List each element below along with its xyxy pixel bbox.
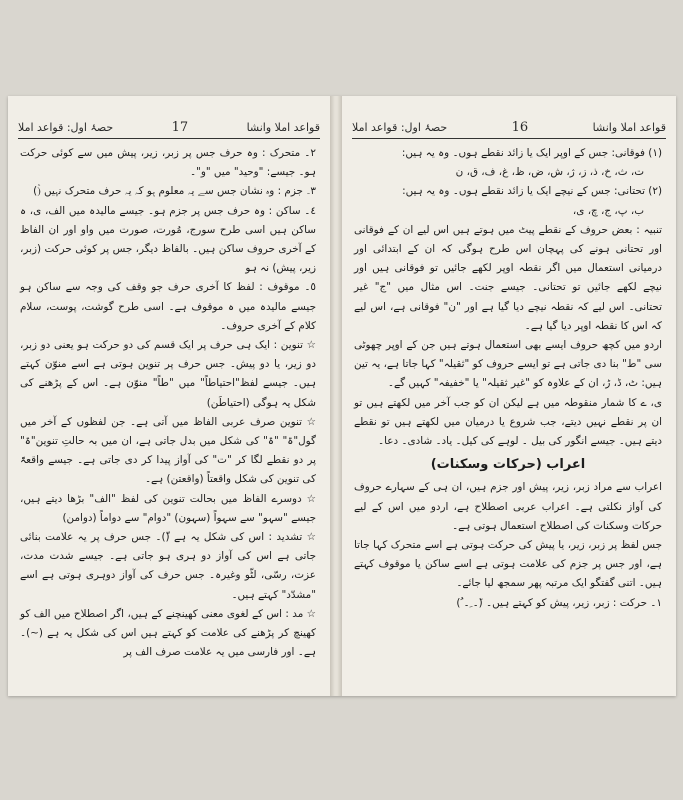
- header-book-title: قواعد املا وانشا: [246, 120, 320, 134]
- header-section-title: حصۂ اول: قواعد املا: [352, 120, 448, 134]
- page-number: 16: [511, 119, 529, 135]
- paragraph-tanween-alif: ☆ دوسرے الفاظ میں بحالت تنوین کی لفظ "الف" بڑھا دیتے ہیں، جیسے "سہو" سے سہواً (سہون) "دوام" سے دواماً (دوامن): [20, 492, 316, 524]
- header-section-title: حصۂ اول: قواعد املا: [18, 120, 114, 134]
- page-header: [18, 118, 320, 136]
- book-gutter: [330, 96, 342, 696]
- page-body: [354, 144, 662, 688]
- page-16: [342, 96, 676, 696]
- paragraph-tashdeed: ☆ تشدید : اس کی شکل یہ ہے (ّ)۔ جس حرف پر یہ علامت بنائی جاتی ہے اس کی آواز دو ہری ہو جاتی ہے۔ جیسے شدت مدت، عزت، رسّی، لٹّو وغیرہ۔ جس حرف کی آواز دوہری ہوتی ہے اسے "مشدّد" کہتے ہیں۔: [20, 531, 316, 601]
- paragraph-jazm: ٣۔ جزم : وہ نشان جس سے یہ معلوم ہو کہ یہ حرف متحرک نہیں (ۡ): [33, 185, 316, 198]
- paragraph-saqeela: اردو میں کچھ حروف ایسے بھی استعمال ہوتے ہیں جن کے اوپر چھوٹی سی "ط" بنا دی جاتی ہے تو ایسے حروف کو "ثقیلہ" کہا جاتا ہے، یہ تین ہیں: ٹ، ڈ، ڑ، ان کے علاوہ کو "غیر ثقیلہ" یا "خفیفہ" کہیں گے۔: [354, 339, 662, 390]
- paragraph-tanbeeh: تنبیہ : بعض حروف کے نقطے پیٹ میں ہوتے ہیں اس لیے ان کے فوقانی اور تحتانی ہونے کی پہچان اس طرح ہوگی کہ ان کے ابتدائی اور درمیانی استعمال میں اگر نقطہ اوپر لکھے جائیں تو فوقانی ہیں اور نیچے لکھے جائیں تو تحتانی۔ جیسے جنت۔ اس مثال میں "ج" غیر تحتانی۔ اس لیے کہ نقطہ نیچے دیا گیا ہے اور "ن" فوقانی ہے، اس لیے کہ اس کا نقطہ اوپر دیا گیا ہے۔: [354, 223, 662, 332]
- paragraph-tanween: ☆ تنوین : ایک ہی حرف پر ایک قسم کی دو حرکت ہو یعنی دو زبر، دو زیر، یا دو پیش۔ جس حرف پر تنوین ہوتی ہے اسے منوّن کہتے ہیں۔ جیسے لفظ"احتیاطاً" میں "طاً" منوّن ہے۔ اس کے پڑھنے کی شکل یہ ہوگی (احتیاطَن): [20, 339, 316, 409]
- section-heading: اعراب (حرکات وسکنات): [430, 457, 586, 473]
- page-17: [8, 96, 330, 696]
- paragraph-sakin: ٤۔ ساکن : وہ حرف جس پر جزم ہو۔ جیسے مالیدہ میں الف، ی، ہ ساکن ہیں اسی طرح سورج، مُورت، صورت میں واو اور ان الفاظ کے آخری حروف ساکن ہیں۔ بالفاظ دیگر، جس پر کوئی حرکت (زبر، زیر، پیش) نہ ہو: [20, 204, 316, 275]
- fauqani-letters: ت، ث، خ، ذ، ز، ژ، ش، ض، ظ، غ، ف، ق، ن: [455, 166, 644, 179]
- header-rule: [352, 138, 666, 139]
- tahtani-letters: ب، پ، ج، چ، ی،: [572, 204, 644, 217]
- paragraph-airaab: اعراب سے مراد زبر، زیر، پیش اور جزم ہیں، ان ہی کے سہارے حروف کی آواز نکلتی ہے۔ اعراب عربی اصطلاح ہے، اردو میں اس کے لیے حرکات وسکنات کی اصطلاح استعمال ہوتی ہے۔: [354, 481, 662, 532]
- paragraph-tanween-arabic: ☆ تنوین صرف عربی الفاظ میں آتی ہے۔ جن لفظوں کے آخر میں گول"ۃ" "ۃ" کی شکل میں بدل جاتی ہے، ان میں بہ حالتِ تنوین"ۃ" پر دو نقطے لگا کر "ت" کی آواز پیدا کر دی جاتی ہے۔ جیسے واقعۃً کی تنوین کی شکل واقعتاً (واقعتن) ہے۔: [20, 415, 316, 486]
- paragraph-manqoota: ی، ے کا شمار منقوطہ میں ہے لیکن ان کو جب آخر میں لکھتے ہیں تو ان پر نقطے نہیں دیتے، جب شروع یا درمیان میں لکھتے ہیں تو نقطے دیتے ہیں۔ جیسے انگور کی بیل ۔ لوہے کی کیل۔ یاد۔ شادی۔ دعا۔: [354, 396, 662, 448]
- paragraph-fauqani: (١) فوقانی: جس کے اوپر ایک یا زائد نقطے ہوں۔ وہ یہ ہیں:: [401, 147, 662, 159]
- page-body: [20, 144, 316, 688]
- paragraph-harkat: ١۔ حرکت : زبر، زیر، پیش کو کہتے ہیں۔ (َ۔ ِ۔ ُ): [456, 596, 662, 609]
- paragraph-mutaharrik: ٢۔ متحرک : وہ حرف جس پر زبر، زیر، پیش میں سے کوئی حرکت ہو۔ جیسے: "وحید" میں "و"۔: [20, 147, 316, 179]
- paragraph-mauqoof: ٥۔ موقوف : لفظ کا آخری حرف جو وقف کی وجہ سے ساکن ہو جیسے مالیدہ میں ہ موقوف ہے۔ اسی طرح گوشت، پوست، سلام کلام کے آخری حروف۔: [20, 281, 316, 332]
- page-header: [352, 118, 666, 136]
- header-book-title: قواعد املا وانشا: [592, 120, 666, 134]
- header-rule: [18, 138, 320, 139]
- page-number: 17: [171, 119, 189, 135]
- paragraph-mutaharrik-sakin: جس لفظ پر زبر، زیر، یا پیش کی حرکت ہوتی ہے اسے متحرک کہا جاتا ہے، اور جس پر جزم کی علامت ہوتی ہے اسے ساکن یا موقوف کہتے ہیں۔ اتنی گفتگو ایک مرتبہ پھر سمجھ لیا جائے۔: [354, 539, 662, 590]
- paragraph-madd: ☆ مد : اس کے لغوی معنی کھینچنے کے ہیں، اگر اصطلاح میں الف کو کھینچ کر پڑھنے کی علامت کو کہتے ہیں اس کی شکل یہ ہے (~)۔ ہے۔ اور فارسی میں یہ علامت صرف الف پر: [20, 607, 316, 659]
- paragraph-tahtani: (٢) تحتانی: جس کے نیچے ایک یا زائد نقطے ہوں۔ وہ یہ ہیں:: [402, 185, 662, 198]
- book-spread: [8, 96, 676, 696]
